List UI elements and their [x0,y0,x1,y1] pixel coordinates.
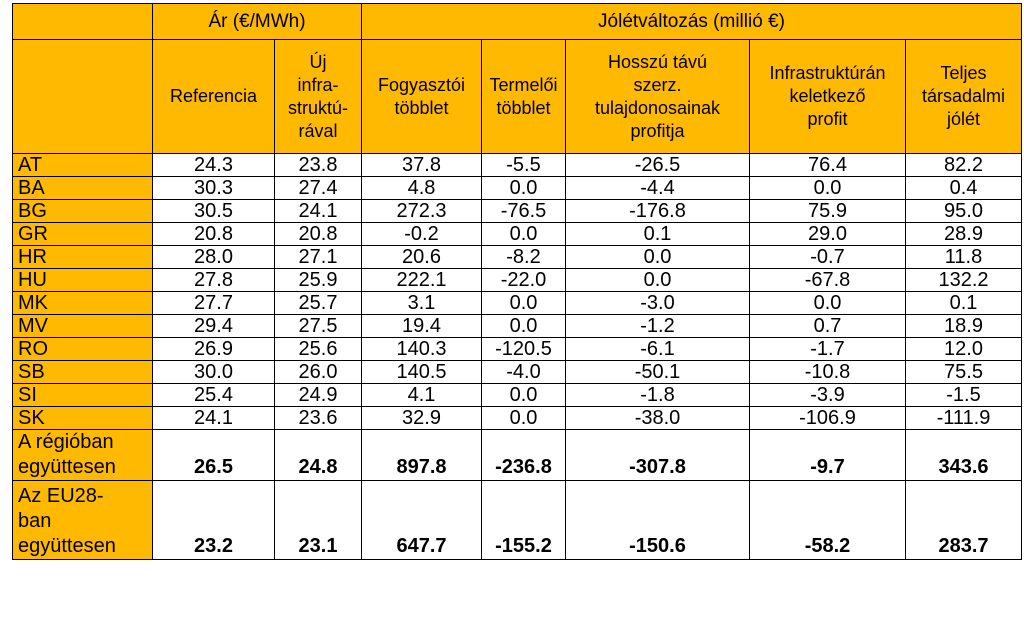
summary-cell: 24.8 [275,430,362,481]
table-cell: -3.9 [750,384,906,407]
column-header [153,40,275,154]
table-row [13,407,1022,430]
table-cell: 0.0 [482,407,566,430]
summary-row [13,481,1022,560]
table-row [13,223,1022,246]
table-cell: -38.0 [566,407,750,430]
table-cell: -1.8 [566,384,750,407]
table-cell: 20.8 [153,223,275,246]
table-cell: 27.1 [275,246,362,269]
table-cell: 0.7 [750,315,906,338]
table-cell: 23.6 [275,407,362,430]
table-cell: 25.4 [153,384,275,407]
table-cell: 27.8 [153,269,275,292]
column-header-line: többlet [394,97,449,118]
table-cell: 27.4 [275,177,362,200]
table-cell: -76.5 [482,200,566,223]
table-cell: 0.0 [566,269,750,292]
column-header-line: Új [309,51,327,72]
table-cell: -4.0 [482,361,566,384]
column-header-line: Teljes [940,63,987,83]
table-cell: 4.1 [362,384,482,407]
table-cell: 82.2 [906,154,1022,177]
table-cell: 0.0 [482,223,566,246]
table-cell: -8.2 [482,246,566,269]
column-header-line: tulajdonosainak [594,97,721,118]
table-cell: 75.5 [906,361,1022,384]
column-header-line: társadalmi [921,86,1006,106]
table-cell: 25.7 [275,292,362,315]
table-cell: -176.8 [566,200,750,223]
table-cell: 28.0 [153,246,275,269]
column-header-line: struktú- [287,97,348,118]
table-cell: -26.5 [566,154,750,177]
table-row [13,246,1022,269]
table-cell: 24.3 [153,154,275,177]
table-cell: 0.0 [750,292,906,315]
table-cell: 30.3 [153,177,275,200]
summary-cell: -307.8 [566,430,750,481]
column-header [750,40,906,154]
table-cell: 30.5 [153,200,275,223]
table-cell: 23.8 [275,154,362,177]
country-code: MK [13,292,153,315]
table-cell: 3.1 [362,292,482,315]
table-cell: 95.0 [906,200,1022,223]
welfare-table [12,3,1022,560]
country-code: BG [13,200,153,223]
table-cell: 32.9 [362,407,482,430]
table-cell: 26.9 [153,338,275,361]
summary-cell: -236.8 [482,430,566,481]
table-row [13,200,1022,223]
summary-label [13,481,153,560]
table-row [13,269,1022,292]
table-row [13,292,1022,315]
summary-cell: 647.7 [362,481,482,560]
table-cell: 26.0 [275,361,362,384]
table-row [13,361,1022,384]
price-group-header: Ár (€/MWh) [153,4,362,40]
column-header-line: Infrastruktúrán [769,63,886,83]
summary-row [13,430,1022,481]
table-cell: 272.3 [362,200,482,223]
column-header-line: profit [807,109,848,129]
table-cell: 140.3 [362,338,482,361]
country-code: AT [13,154,153,177]
corner-cell [13,4,153,40]
column-header-line: rával [298,120,338,141]
table-row [13,384,1022,407]
country-code: GR [13,223,153,246]
table-cell: 29.0 [750,223,906,246]
summary-cell: -9.7 [750,430,906,481]
summary-cell: 23.1 [275,481,362,560]
column-header-line: jólét [946,109,981,129]
table-cell: 25.9 [275,269,362,292]
table-cell: 0.0 [482,384,566,407]
column-header-line: szerz. [633,74,682,95]
table-cell: 25.6 [275,338,362,361]
table-cell: 140.5 [362,361,482,384]
summary-label-line: Az EU28- [18,485,104,507]
welfare-group-header: Jólétváltozás (millió €) [362,4,1022,40]
table-cell: 27.7 [153,292,275,315]
table-cell: -0.2 [362,223,482,246]
country-code: BA [13,177,153,200]
table-cell: 28.9 [906,223,1022,246]
summary-label [13,430,153,481]
table-cell: 19.4 [362,315,482,338]
table-cell: 0.4 [906,177,1022,200]
table-cell: -1.5 [906,384,1022,407]
column-header [482,40,566,154]
table-cell: 0.1 [906,292,1022,315]
table-cell: 0.0 [482,177,566,200]
table-cell: 24.1 [275,200,362,223]
summary-cell: 26.5 [153,430,275,481]
table-row [13,315,1022,338]
table-cell: -0.7 [750,246,906,269]
table-cell: 4.8 [362,177,482,200]
country-code: HR [13,246,153,269]
table-cell: 27.5 [275,315,362,338]
table-cell: 0.0 [482,292,566,315]
table-cell: 29.4 [153,315,275,338]
table-cell: 11.8 [906,246,1022,269]
summary-cell: -155.2 [482,481,566,560]
column-header [906,40,1022,154]
table-cell: 24.1 [153,407,275,430]
summary-label-line: együttesen [18,535,116,557]
country-code: HU [13,269,153,292]
summary-cell: 897.8 [362,430,482,481]
table-cell: -67.8 [750,269,906,292]
table-row [13,338,1022,361]
table-cell: 20.8 [275,223,362,246]
table-cell: -6.1 [566,338,750,361]
column-header-line: Referencia [169,86,258,106]
country-code: SI [13,384,153,407]
column-header [566,40,750,154]
table-cell: -1.2 [566,315,750,338]
table-cell: 12.0 [906,338,1022,361]
table-cell: -50.1 [566,361,750,384]
table-cell: -111.9 [906,407,1022,430]
table-cell: -3.0 [566,292,750,315]
column-header-line: infra- [297,74,339,95]
column-header-line: keletkező [789,86,866,106]
summary-cell: -150.6 [566,481,750,560]
country-code: MV [13,315,153,338]
table-cell: -106.9 [750,407,906,430]
table-cell: -1.7 [750,338,906,361]
table-cell: -5.5 [482,154,566,177]
table-cell: 30.0 [153,361,275,384]
summary-cell: 23.2 [153,481,275,560]
table-cell: 0.0 [566,246,750,269]
table-cell: 76.4 [750,154,906,177]
table-cell: 0.0 [482,315,566,338]
column-header-line: Fogyasztói [377,74,466,95]
table-cell: 222.1 [362,269,482,292]
table-cell: 75.9 [750,200,906,223]
table-cell: 18.9 [906,315,1022,338]
table-cell: -10.8 [750,361,906,384]
summary-cell: 343.6 [906,430,1022,481]
country-code: RO [13,338,153,361]
corner-cell-2 [13,40,153,154]
table-cell: 24.9 [275,384,362,407]
table-row [13,177,1022,200]
table-cell: 0.0 [750,177,906,200]
table-row [13,154,1022,177]
summary-label-line: A régióban [18,431,114,453]
table-cell: 20.6 [362,246,482,269]
summary-cell: -58.2 [750,481,906,560]
table-cell: -120.5 [482,338,566,361]
column-header [362,40,482,154]
column-header-line: profitja [630,120,685,141]
summary-label-line: együttesen [18,456,116,478]
summary-cell: 283.7 [906,481,1022,560]
table-cell: -4.4 [566,177,750,200]
column-header-line: Hosszú távú [607,51,708,72]
summary-label-line: ban [18,510,52,532]
column-header-line: többlet [496,97,551,118]
table-cell: 0.1 [566,223,750,246]
country-code: SK [13,407,153,430]
country-code: SB [13,361,153,384]
table-cell: -22.0 [482,269,566,292]
table-cell: 132.2 [906,269,1022,292]
column-header [275,40,362,154]
column-header-line: Termelői [489,74,558,95]
table-cell: 37.8 [362,154,482,177]
